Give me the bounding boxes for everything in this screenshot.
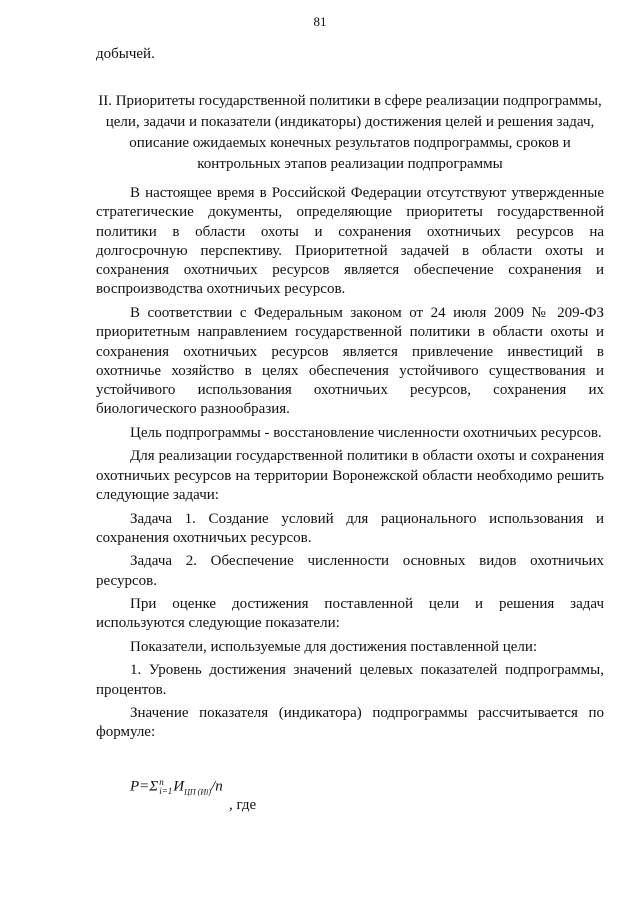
formula-divisor: /n — [211, 778, 223, 795]
section-title-line: II. Приоритеты государственной политики в сфере реализации подпрограммы, — [98, 93, 602, 109]
sum-upper-limit: n — [159, 777, 164, 787]
subscript-close: ) — [208, 787, 212, 797]
paragraph: Для реализации государственной политики в области охоты и сохранения охотничьих ресурсов на территории Воронежской области необходимо решить следующие задачи: — [96, 448, 604, 504]
formula-lhs: P=Σ — [130, 778, 159, 795]
paragraph: 1. Уровень достижения значений целевых показателей подпрограммы, процентов. — [96, 662, 604, 698]
sum-lower-limit: i=1 — [159, 786, 173, 796]
paragraph: Задача 1. Создание условий для рационального использования и сохранения охотничьих ресурсов. — [96, 510, 604, 546]
paragraph: Показатели, используемые для достижения поставленной цели: — [130, 638, 538, 655]
section-title — [96, 91, 604, 175]
formula-term: И — [173, 778, 185, 795]
subscript-index: i — [206, 787, 209, 797]
paragraph: В настоящее время в Российской Федерации отсутствуют утвержденные стратегические документы, определяющие приоритеты государственной политики в области охоты и сохранения охотничьих ресурсов на долгосрочную перспективу. Приоритетной задачей в области охоты и сохранения охотничьих ресурсов является обеспечение сохранения и воспроизводства охотничьих ресурсов. — [96, 185, 604, 298]
paragraph: При оценке достижения поставленной цели и решения задач используются следующие показатели: — [96, 596, 604, 632]
formula-term-subscript — [184, 787, 211, 796]
paragraph: Значение показателя (индикатора) подпрограммы рассчитывается по формуле: — [96, 705, 604, 741]
lead-line: добычей. — [96, 46, 155, 62]
paragraph: Задача 2. Обеспечение численности основных видов охотничьих ресурсов. — [96, 553, 604, 589]
sum-limits — [159, 778, 172, 796]
formula-suffix: , где — [229, 797, 257, 813]
section-title-line: описание ожидаемых конечных результатов подпрограммы, сроков и — [129, 135, 571, 151]
section-title-line: контрольных этапов реализации подпрограммы — [197, 156, 503, 172]
body-text — [96, 184, 604, 747]
page-number: 81 — [313, 14, 327, 29]
paragraph: Цель подпрограммы - восстановление численности охотничьих ресурсов. — [130, 424, 602, 441]
formula — [130, 778, 223, 796]
section-title-line: цели, задачи и показатели (индикаторы) достижения целей и решения задач, — [105, 114, 595, 130]
subscript-text: ЦП (И — [184, 787, 207, 797]
paragraph: В соответствии с Федеральным законом от 24 июля 2009 № 209-ФЗ приоритетным направлением государственной политики в области охоты и сохранения охотничьих ресурсов является привлечение инвестиций в охотничье хозяйство в целях обеспечения устойчивого существования и устойчивого использования охотничьих ресурсов, сохранения их биологического разнообразия. — [96, 304, 604, 418]
